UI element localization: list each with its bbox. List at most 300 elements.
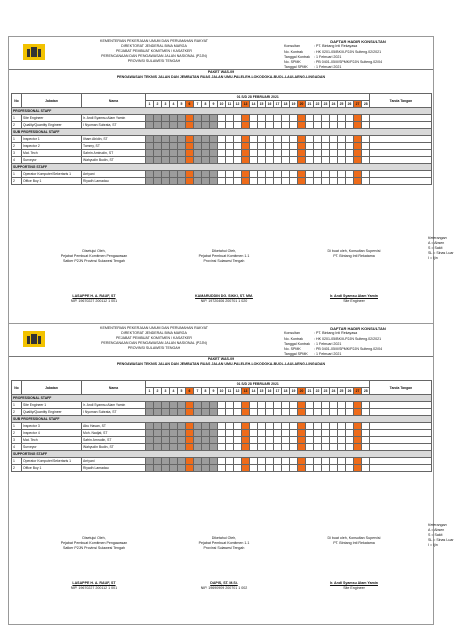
day-cell[interactable] (314, 458, 322, 465)
day-cell[interactable] (218, 423, 226, 430)
day-cell[interactable] (306, 423, 314, 430)
day-cell[interactable] (194, 430, 202, 437)
day-cell[interactable] (170, 115, 178, 122)
day-cell[interactable] (162, 437, 170, 444)
day-cell[interactable] (282, 423, 290, 430)
day-cell[interactable] (330, 136, 338, 143)
day-cell[interactable] (258, 178, 266, 185)
day-cell[interactable] (258, 437, 266, 444)
day-cell[interactable] (226, 458, 234, 465)
day-cell[interactable] (194, 143, 202, 150)
day-cell[interactable] (298, 430, 306, 437)
day-cell[interactable] (242, 430, 250, 437)
day-cell[interactable] (258, 465, 266, 472)
day-cell[interactable] (330, 115, 338, 122)
day-cell[interactable] (162, 157, 170, 164)
day-cell[interactable] (194, 458, 202, 465)
day-cell[interactable] (170, 178, 178, 185)
day-cell[interactable] (338, 444, 346, 451)
day-cell[interactable] (234, 150, 242, 157)
day-cell[interactable] (266, 115, 274, 122)
day-cell[interactable] (274, 402, 282, 409)
day-cell[interactable] (194, 178, 202, 185)
day-cell[interactable] (322, 402, 330, 409)
day-cell[interactable] (354, 402, 362, 409)
day-cell[interactable] (282, 122, 290, 129)
day-cell[interactable] (178, 423, 186, 430)
day-cell[interactable] (362, 458, 370, 465)
day-cell[interactable] (290, 409, 298, 416)
day-cell[interactable] (338, 143, 346, 150)
day-cell[interactable] (234, 136, 242, 143)
day-cell[interactable] (354, 143, 362, 150)
day-cell[interactable] (250, 444, 258, 451)
day-cell[interactable] (202, 458, 210, 465)
day-cell[interactable] (298, 143, 306, 150)
day-cell[interactable] (202, 423, 210, 430)
day-cell[interactable] (242, 150, 250, 157)
day-cell[interactable] (290, 402, 298, 409)
day-cell[interactable] (218, 157, 226, 164)
day-cell[interactable] (354, 178, 362, 185)
day-cell[interactable] (194, 171, 202, 178)
day-cell[interactable] (322, 122, 330, 129)
day-cell[interactable] (298, 423, 306, 430)
day-cell[interactable] (346, 465, 354, 472)
day-cell[interactable] (362, 402, 370, 409)
day-cell[interactable] (298, 122, 306, 129)
day-cell[interactable] (170, 430, 178, 437)
day-cell[interactable] (338, 437, 346, 444)
day-cell[interactable] (250, 430, 258, 437)
day-cell[interactable] (162, 402, 170, 409)
day-cell[interactable] (234, 157, 242, 164)
day-cell[interactable] (194, 150, 202, 157)
day-cell[interactable] (194, 444, 202, 451)
day-cell[interactable] (346, 115, 354, 122)
day-cell[interactable] (354, 150, 362, 157)
day-cell[interactable] (186, 423, 194, 430)
day-cell[interactable] (338, 458, 346, 465)
day-cell[interactable] (210, 465, 218, 472)
day-cell[interactable] (202, 402, 210, 409)
day-cell[interactable] (242, 437, 250, 444)
day-cell[interactable] (170, 143, 178, 150)
day-cell[interactable] (354, 171, 362, 178)
day-cell[interactable] (250, 437, 258, 444)
day-cell[interactable] (226, 465, 234, 472)
signature-cell[interactable] (370, 444, 432, 451)
day-cell[interactable] (282, 437, 290, 444)
day-cell[interactable] (258, 136, 266, 143)
day-cell[interactable] (266, 430, 274, 437)
day-cell[interactable] (346, 178, 354, 185)
day-cell[interactable] (346, 444, 354, 451)
day-cell[interactable] (314, 444, 322, 451)
day-cell[interactable] (322, 157, 330, 164)
day-cell[interactable] (202, 178, 210, 185)
day-cell[interactable] (178, 465, 186, 472)
day-cell[interactable] (162, 150, 170, 157)
day-cell[interactable] (258, 150, 266, 157)
day-cell[interactable] (322, 178, 330, 185)
day-cell[interactable] (226, 409, 234, 416)
day-cell[interactable] (186, 465, 194, 472)
signature-cell[interactable] (370, 423, 432, 430)
day-cell[interactable] (186, 178, 194, 185)
day-cell[interactable] (346, 409, 354, 416)
day-cell[interactable] (362, 171, 370, 178)
day-cell[interactable] (154, 136, 162, 143)
day-cell[interactable] (338, 171, 346, 178)
day-cell[interactable] (330, 122, 338, 129)
day-cell[interactable] (322, 150, 330, 157)
day-cell[interactable] (218, 430, 226, 437)
signature-cell[interactable] (370, 115, 432, 122)
day-cell[interactable] (314, 409, 322, 416)
day-cell[interactable] (266, 157, 274, 164)
day-cell[interactable] (266, 458, 274, 465)
day-cell[interactable] (218, 409, 226, 416)
day-cell[interactable] (346, 437, 354, 444)
day-cell[interactable] (170, 423, 178, 430)
signature-cell[interactable] (370, 136, 432, 143)
day-cell[interactable] (306, 150, 314, 157)
day-cell[interactable] (322, 437, 330, 444)
day-cell[interactable] (282, 115, 290, 122)
day-cell[interactable] (322, 423, 330, 430)
day-cell[interactable] (322, 171, 330, 178)
day-cell[interactable] (154, 437, 162, 444)
day-cell[interactable] (178, 402, 186, 409)
day-cell[interactable] (338, 409, 346, 416)
day-cell[interactable] (242, 143, 250, 150)
day-cell[interactable] (178, 430, 186, 437)
day-cell[interactable] (266, 136, 274, 143)
day-cell[interactable] (314, 122, 322, 129)
day-cell[interactable] (314, 150, 322, 157)
day-cell[interactable] (314, 465, 322, 472)
day-cell[interactable] (226, 430, 234, 437)
day-cell[interactable] (234, 465, 242, 472)
day-cell[interactable] (306, 178, 314, 185)
day-cell[interactable] (178, 458, 186, 465)
day-cell[interactable] (330, 465, 338, 472)
signature-cell[interactable] (370, 122, 432, 129)
day-cell[interactable] (306, 465, 314, 472)
day-cell[interactable] (362, 465, 370, 472)
day-cell[interactable] (234, 437, 242, 444)
day-cell[interactable] (306, 136, 314, 143)
day-cell[interactable] (218, 150, 226, 157)
day-cell[interactable] (226, 143, 234, 150)
day-cell[interactable] (178, 171, 186, 178)
day-cell[interactable] (298, 115, 306, 122)
day-cell[interactable] (258, 458, 266, 465)
day-cell[interactable] (330, 157, 338, 164)
day-cell[interactable] (218, 171, 226, 178)
day-cell[interactable] (202, 150, 210, 157)
day-cell[interactable] (258, 171, 266, 178)
day-cell[interactable] (186, 115, 194, 122)
day-cell[interactable] (346, 171, 354, 178)
day-cell[interactable] (146, 430, 154, 437)
day-cell[interactable] (258, 444, 266, 451)
day-cell[interactable] (218, 136, 226, 143)
day-cell[interactable] (146, 409, 154, 416)
day-cell[interactable] (346, 150, 354, 157)
day-cell[interactable] (186, 150, 194, 157)
day-cell[interactable] (290, 157, 298, 164)
day-cell[interactable] (146, 465, 154, 472)
day-cell[interactable] (338, 122, 346, 129)
day-cell[interactable] (194, 409, 202, 416)
day-cell[interactable] (330, 143, 338, 150)
day-cell[interactable] (354, 437, 362, 444)
day-cell[interactable] (178, 143, 186, 150)
day-cell[interactable] (266, 122, 274, 129)
day-cell[interactable] (178, 437, 186, 444)
day-cell[interactable] (210, 136, 218, 143)
day-cell[interactable] (250, 171, 258, 178)
day-cell[interactable] (354, 423, 362, 430)
day-cell[interactable] (202, 171, 210, 178)
day-cell[interactable] (186, 402, 194, 409)
day-cell[interactable] (346, 136, 354, 143)
day-cell[interactable] (154, 402, 162, 409)
day-cell[interactable] (274, 143, 282, 150)
day-cell[interactable] (282, 402, 290, 409)
day-cell[interactable] (354, 465, 362, 472)
day-cell[interactable] (258, 143, 266, 150)
day-cell[interactable] (250, 122, 258, 129)
day-cell[interactable] (266, 465, 274, 472)
day-cell[interactable] (290, 115, 298, 122)
day-cell[interactable] (154, 409, 162, 416)
signature-cell[interactable] (370, 409, 432, 416)
day-cell[interactable] (282, 409, 290, 416)
day-cell[interactable] (314, 171, 322, 178)
day-cell[interactable] (258, 430, 266, 437)
day-cell[interactable] (146, 171, 154, 178)
day-cell[interactable] (274, 150, 282, 157)
day-cell[interactable] (250, 178, 258, 185)
day-cell[interactable] (242, 122, 250, 129)
day-cell[interactable] (210, 150, 218, 157)
day-cell[interactable] (314, 157, 322, 164)
day-cell[interactable] (322, 444, 330, 451)
day-cell[interactable] (290, 437, 298, 444)
day-cell[interactable] (322, 465, 330, 472)
day-cell[interactable] (186, 458, 194, 465)
day-cell[interactable] (202, 136, 210, 143)
day-cell[interactable] (354, 458, 362, 465)
day-cell[interactable] (306, 143, 314, 150)
day-cell[interactable] (146, 423, 154, 430)
day-cell[interactable] (146, 136, 154, 143)
day-cell[interactable] (234, 122, 242, 129)
day-cell[interactable] (290, 143, 298, 150)
day-cell[interactable] (314, 423, 322, 430)
day-cell[interactable] (242, 157, 250, 164)
day-cell[interactable] (154, 143, 162, 150)
day-cell[interactable] (330, 150, 338, 157)
day-cell[interactable] (266, 402, 274, 409)
day-cell[interactable] (170, 150, 178, 157)
day-cell[interactable] (290, 178, 298, 185)
day-cell[interactable] (346, 430, 354, 437)
day-cell[interactable] (322, 136, 330, 143)
day-cell[interactable] (290, 458, 298, 465)
day-cell[interactable] (226, 136, 234, 143)
day-cell[interactable] (362, 143, 370, 150)
day-cell[interactable] (258, 423, 266, 430)
day-cell[interactable] (330, 171, 338, 178)
day-cell[interactable] (210, 402, 218, 409)
day-cell[interactable] (274, 171, 282, 178)
day-cell[interactable] (290, 122, 298, 129)
day-cell[interactable] (154, 423, 162, 430)
day-cell[interactable] (154, 115, 162, 122)
day-cell[interactable] (234, 409, 242, 416)
day-cell[interactable] (170, 122, 178, 129)
day-cell[interactable] (146, 115, 154, 122)
day-cell[interactable] (354, 409, 362, 416)
day-cell[interactable] (274, 437, 282, 444)
day-cell[interactable] (226, 178, 234, 185)
day-cell[interactable] (282, 444, 290, 451)
signature-cell[interactable] (370, 458, 432, 465)
day-cell[interactable] (186, 444, 194, 451)
day-cell[interactable] (194, 136, 202, 143)
day-cell[interactable] (210, 122, 218, 129)
day-cell[interactable] (330, 437, 338, 444)
day-cell[interactable] (266, 437, 274, 444)
day-cell[interactable] (210, 423, 218, 430)
day-cell[interactable] (306, 444, 314, 451)
day-cell[interactable] (298, 136, 306, 143)
day-cell[interactable] (218, 458, 226, 465)
day-cell[interactable] (218, 178, 226, 185)
day-cell[interactable] (250, 136, 258, 143)
day-cell[interactable] (170, 136, 178, 143)
day-cell[interactable] (362, 437, 370, 444)
day-cell[interactable] (298, 458, 306, 465)
day-cell[interactable] (146, 157, 154, 164)
day-cell[interactable] (362, 444, 370, 451)
day-cell[interactable] (282, 157, 290, 164)
day-cell[interactable] (194, 465, 202, 472)
day-cell[interactable] (146, 458, 154, 465)
day-cell[interactable] (162, 465, 170, 472)
day-cell[interactable] (250, 143, 258, 150)
day-cell[interactable] (178, 150, 186, 157)
day-cell[interactable] (258, 157, 266, 164)
day-cell[interactable] (218, 122, 226, 129)
day-cell[interactable] (274, 444, 282, 451)
day-cell[interactable] (210, 409, 218, 416)
day-cell[interactable] (210, 178, 218, 185)
day-cell[interactable] (202, 430, 210, 437)
day-cell[interactable] (338, 178, 346, 185)
day-cell[interactable] (186, 136, 194, 143)
day-cell[interactable] (338, 150, 346, 157)
day-cell[interactable] (162, 136, 170, 143)
day-cell[interactable] (218, 465, 226, 472)
day-cell[interactable] (274, 430, 282, 437)
day-cell[interactable] (290, 171, 298, 178)
day-cell[interactable] (234, 171, 242, 178)
day-cell[interactable] (266, 423, 274, 430)
day-cell[interactable] (242, 402, 250, 409)
signature-cell[interactable] (370, 437, 432, 444)
day-cell[interactable] (162, 115, 170, 122)
day-cell[interactable] (186, 171, 194, 178)
day-cell[interactable] (242, 136, 250, 143)
day-cell[interactable] (266, 409, 274, 416)
day-cell[interactable] (282, 430, 290, 437)
day-cell[interactable] (186, 409, 194, 416)
day-cell[interactable] (226, 157, 234, 164)
day-cell[interactable] (162, 122, 170, 129)
day-cell[interactable] (194, 423, 202, 430)
day-cell[interactable] (346, 423, 354, 430)
day-cell[interactable] (298, 444, 306, 451)
day-cell[interactable] (202, 409, 210, 416)
day-cell[interactable] (306, 409, 314, 416)
day-cell[interactable] (362, 157, 370, 164)
day-cell[interactable] (322, 143, 330, 150)
day-cell[interactable] (258, 122, 266, 129)
day-cell[interactable] (178, 122, 186, 129)
day-cell[interactable] (234, 143, 242, 150)
day-cell[interactable] (306, 171, 314, 178)
day-cell[interactable] (362, 150, 370, 157)
day-cell[interactable] (146, 150, 154, 157)
day-cell[interactable] (202, 143, 210, 150)
day-cell[interactable] (338, 402, 346, 409)
day-cell[interactable] (274, 465, 282, 472)
day-cell[interactable] (202, 444, 210, 451)
day-cell[interactable] (330, 444, 338, 451)
day-cell[interactable] (250, 402, 258, 409)
day-cell[interactable] (146, 402, 154, 409)
day-cell[interactable] (210, 115, 218, 122)
day-cell[interactable] (330, 423, 338, 430)
day-cell[interactable] (314, 115, 322, 122)
day-cell[interactable] (178, 178, 186, 185)
day-cell[interactable] (186, 430, 194, 437)
day-cell[interactable] (362, 423, 370, 430)
day-cell[interactable] (162, 423, 170, 430)
day-cell[interactable] (362, 136, 370, 143)
day-cell[interactable] (298, 437, 306, 444)
day-cell[interactable] (266, 178, 274, 185)
day-cell[interactable] (154, 122, 162, 129)
day-cell[interactable] (338, 423, 346, 430)
day-cell[interactable] (202, 437, 210, 444)
day-cell[interactable] (346, 143, 354, 150)
day-cell[interactable] (218, 437, 226, 444)
day-cell[interactable] (202, 122, 210, 129)
day-cell[interactable] (178, 444, 186, 451)
day-cell[interactable] (218, 402, 226, 409)
day-cell[interactable] (194, 115, 202, 122)
day-cell[interactable] (306, 437, 314, 444)
day-cell[interactable] (274, 409, 282, 416)
day-cell[interactable] (210, 444, 218, 451)
signature-cell[interactable] (370, 178, 432, 185)
